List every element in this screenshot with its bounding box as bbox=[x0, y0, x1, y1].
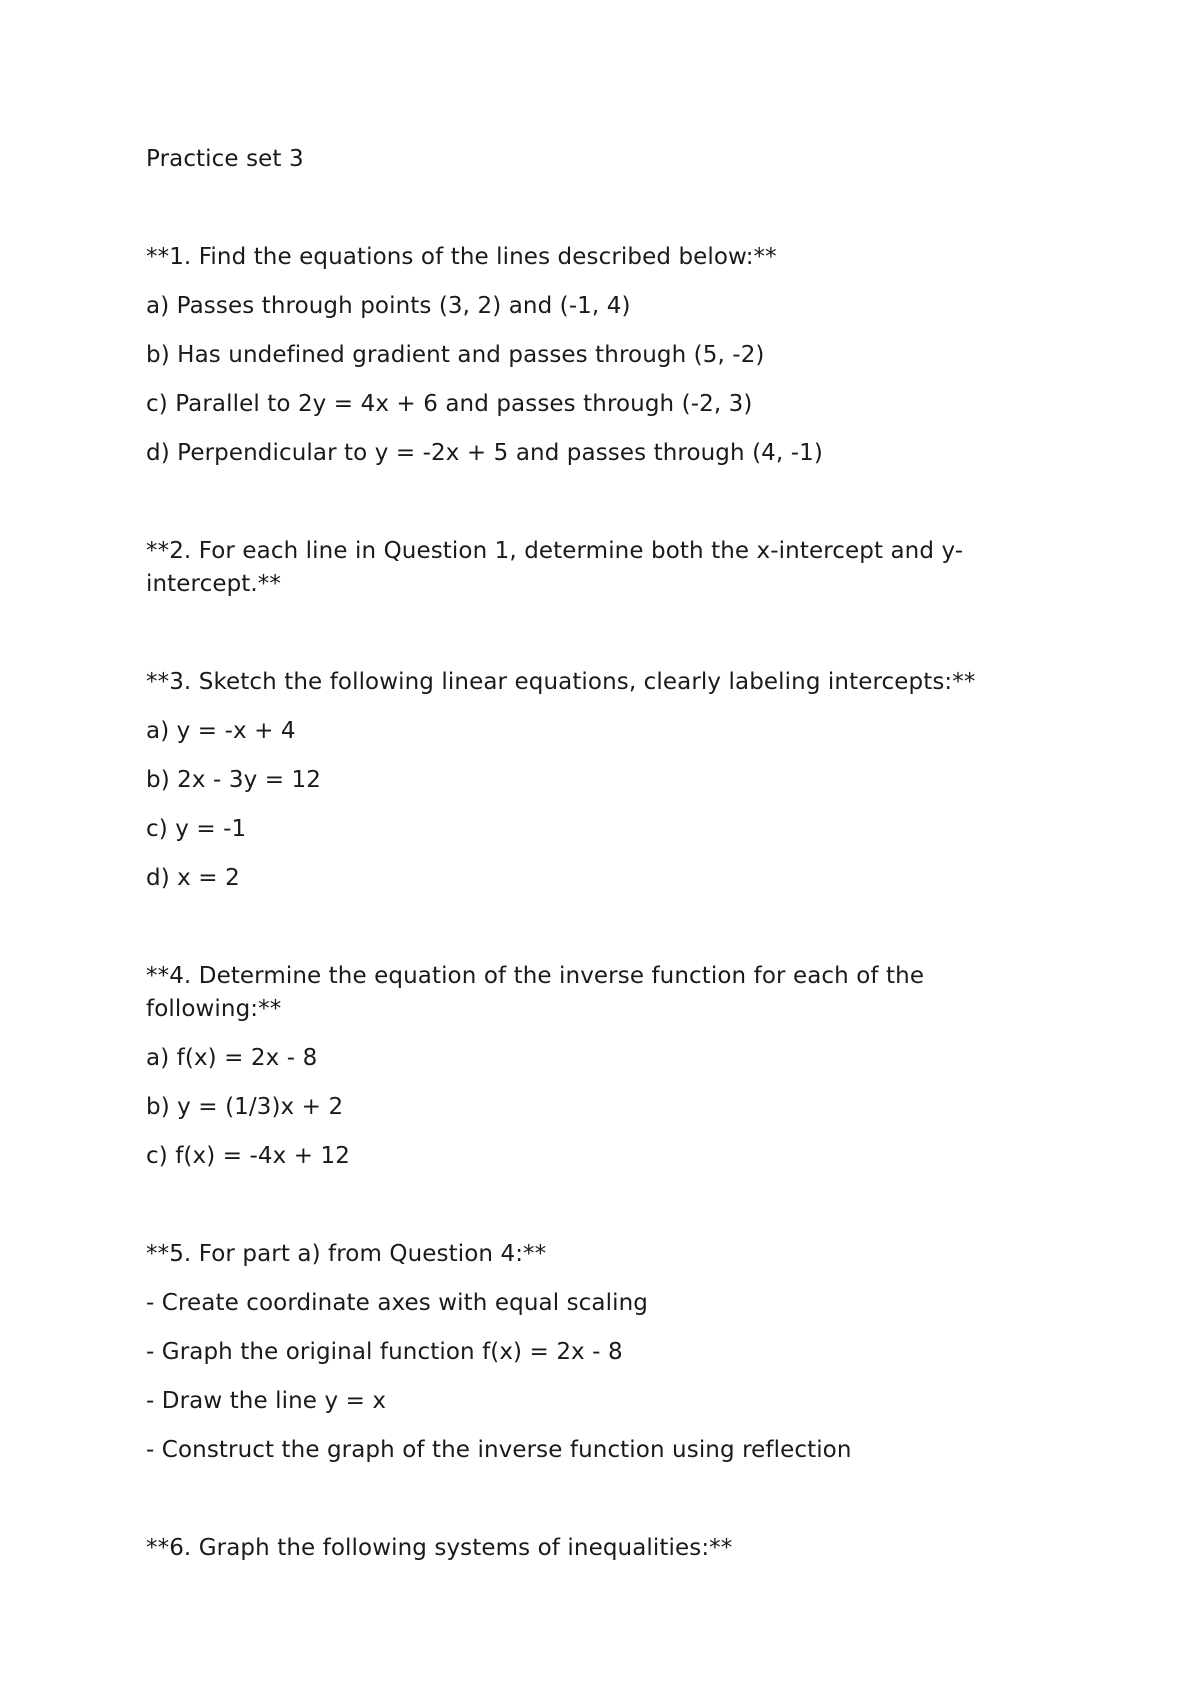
q5-item-4: - Construct the graph of the inverse function using reflection bbox=[146, 1437, 852, 1463]
document-title: Practice set 3 bbox=[146, 146, 304, 172]
q1-item-d: d) Perpendicular to y = -2x + 5 and passes through (4, -1) bbox=[146, 440, 823, 466]
q2-heading-line1: **2. For each line in Question 1, determine both the x-intercept and y- bbox=[146, 538, 964, 564]
q4-item-a: a) f(x) = 2x - 8 bbox=[146, 1045, 318, 1071]
q3-item-d: d) x = 2 bbox=[146, 865, 240, 891]
q3-heading: **3. Sketch the following linear equations, clearly labeling intercepts:** bbox=[146, 669, 976, 695]
q5-heading: **5. For part a) from Question 4:** bbox=[146, 1241, 547, 1267]
q5-item-3: - Draw the line y = x bbox=[146, 1388, 387, 1414]
q4-item-c: c) f(x) = -4x + 12 bbox=[146, 1143, 350, 1169]
q4-heading-line2: following:** bbox=[146, 996, 282, 1022]
q3-item-a: a) y = -x + 4 bbox=[146, 718, 296, 744]
q5-item-2: - Graph the original function f(x) = 2x - 8 bbox=[146, 1339, 623, 1365]
q1-heading: **1. Find the equations of the lines described below:** bbox=[146, 244, 777, 270]
q1-item-a: a) Passes through points (3, 2) and (-1, 4) bbox=[146, 293, 631, 319]
q5-item-1: - Create coordinate axes with equal scaling bbox=[146, 1290, 648, 1316]
q4-item-b: b) y = (1/3)x + 2 bbox=[146, 1094, 344, 1120]
q3-item-c: c) y = -1 bbox=[146, 816, 247, 842]
q1-item-c: c) Parallel to 2y = 4x + 6 and passes through (-2, 3) bbox=[146, 391, 753, 417]
q4-heading-line1: **4. Determine the equation of the inverse function for each of the bbox=[146, 963, 925, 989]
q1-item-b: b) Has undefined gradient and passes through (5, -2) bbox=[146, 342, 765, 368]
q3-item-b: b) 2x - 3y = 12 bbox=[146, 767, 321, 793]
q6-heading: **6. Graph the following systems of inequalities:** bbox=[146, 1535, 733, 1561]
q2-heading-line2: intercept.** bbox=[146, 571, 282, 597]
